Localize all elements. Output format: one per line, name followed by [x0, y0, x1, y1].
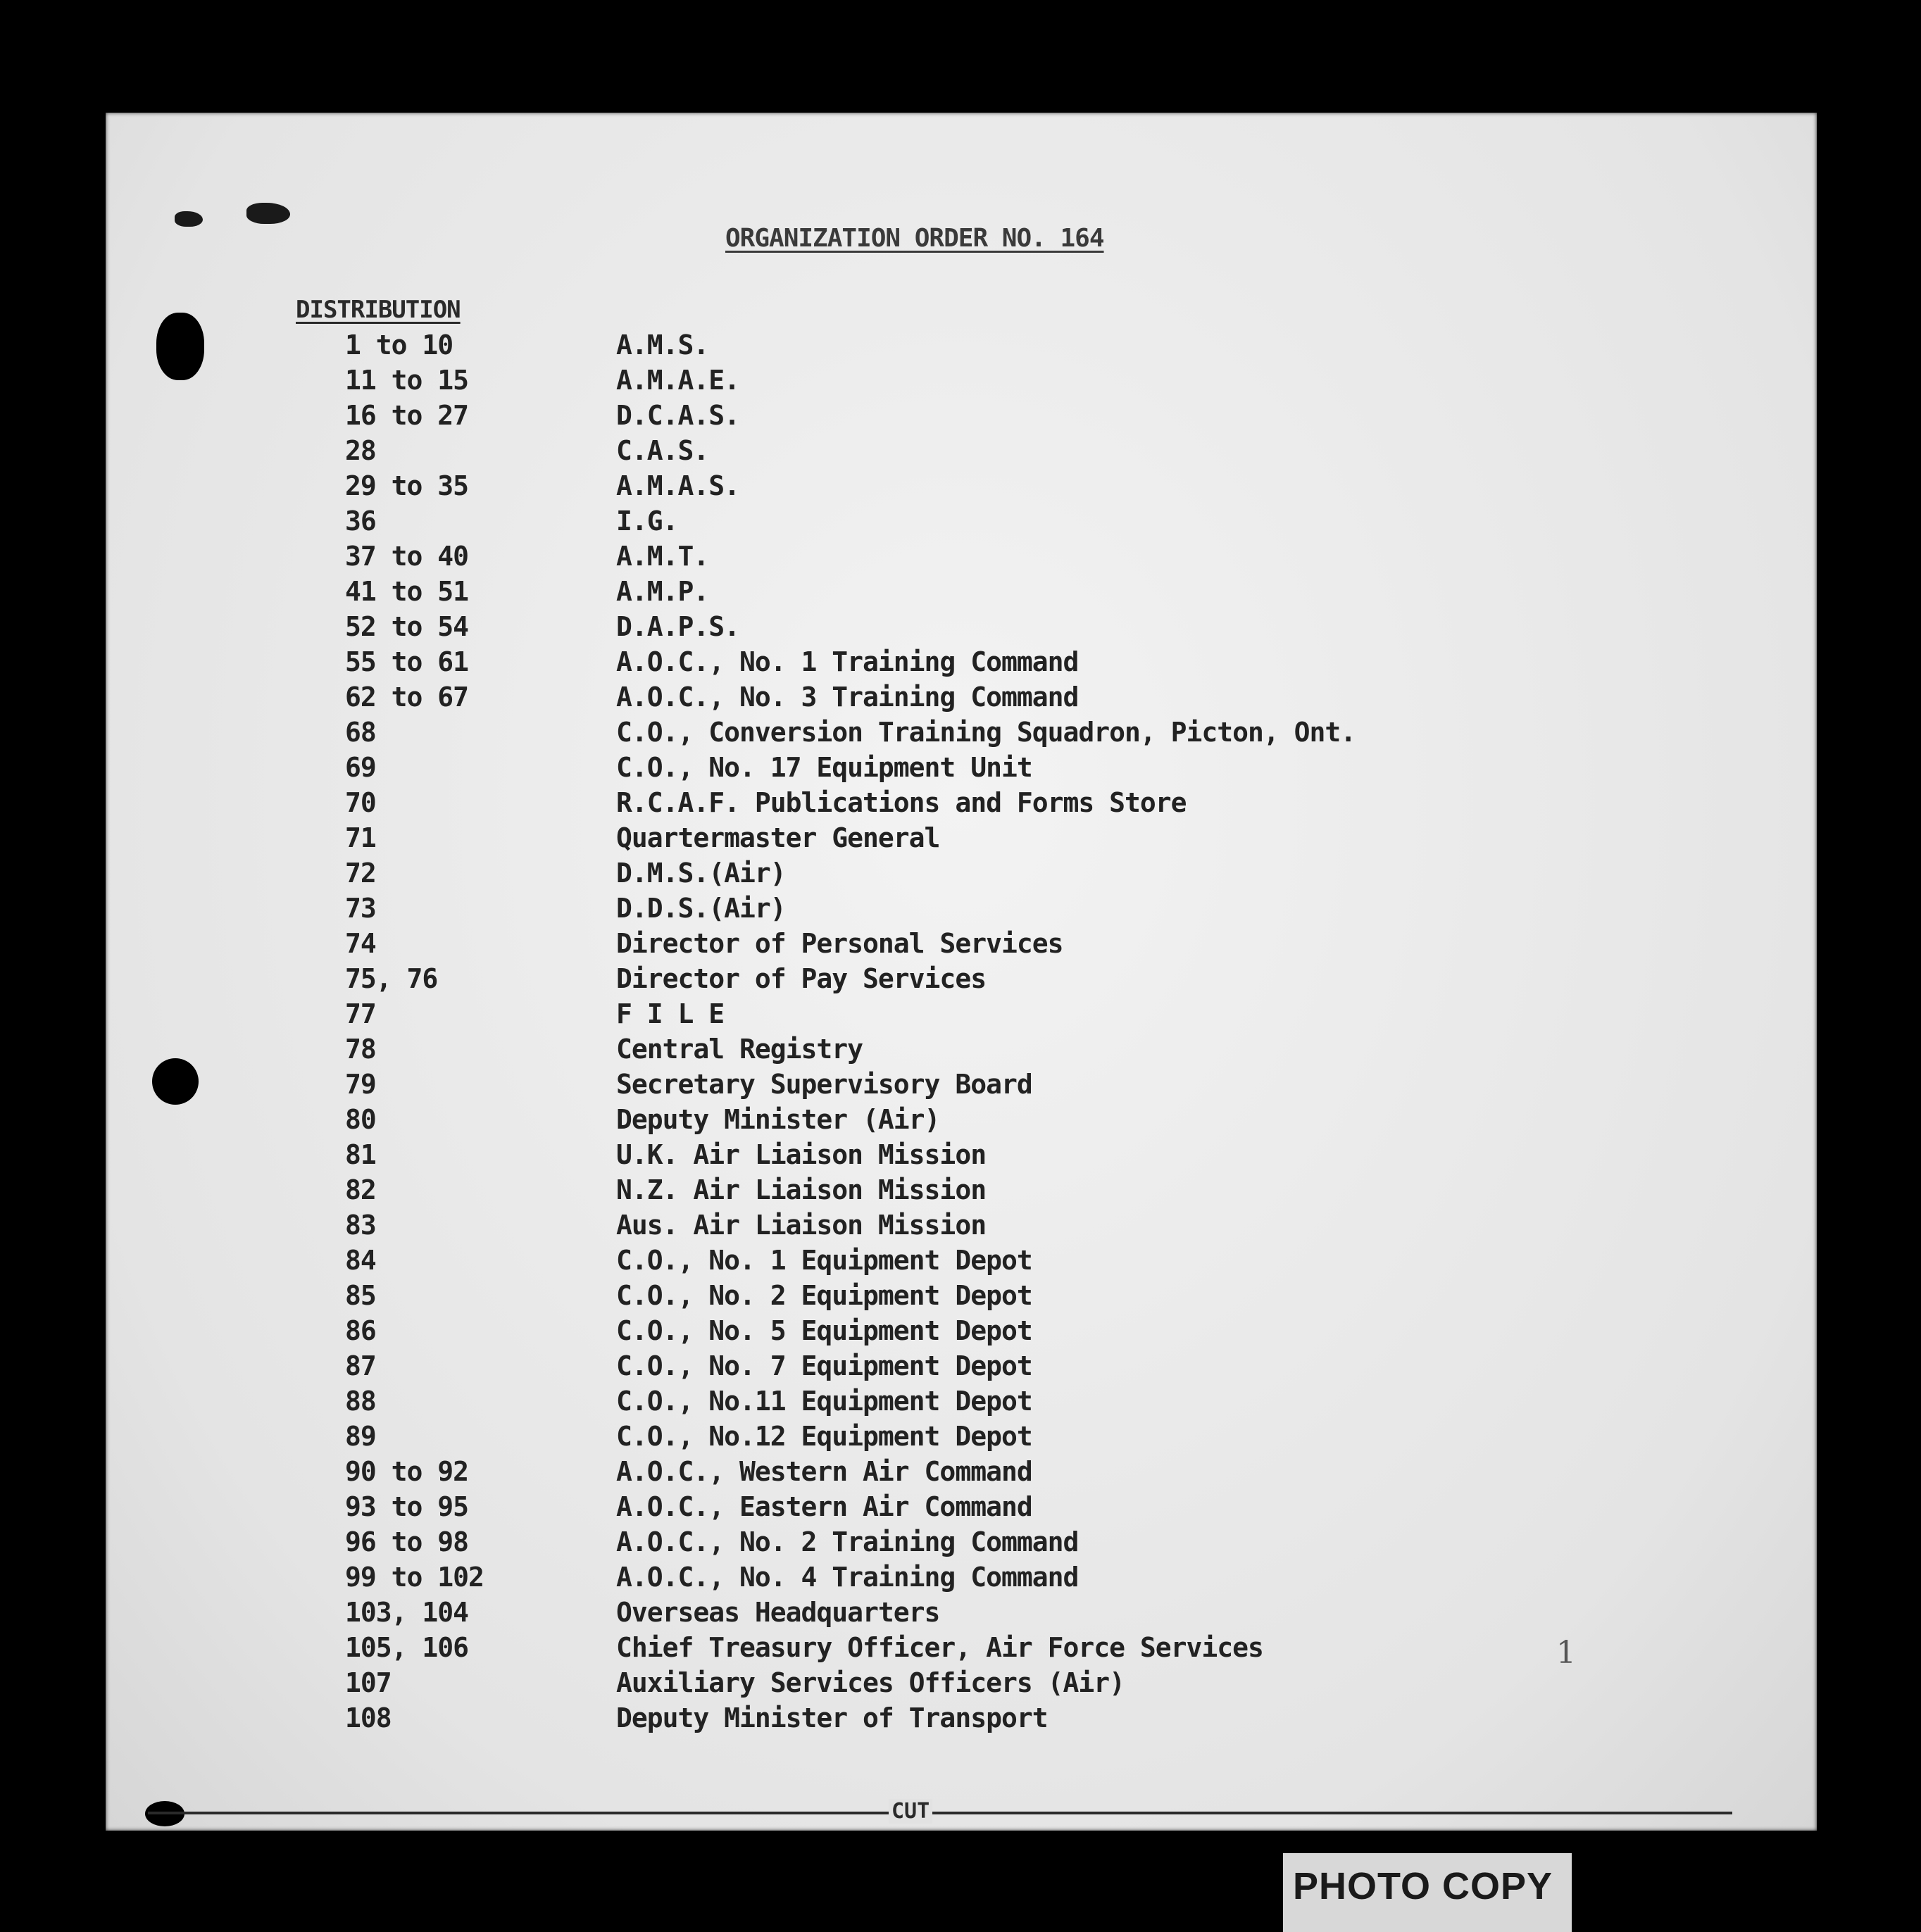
- recipient: Director of Pay Services: [616, 963, 987, 994]
- copy-numbers: 99 to 102: [345, 1562, 484, 1593]
- distribution-row: [0, 611, 1921, 646]
- ink-smudge: [246, 203, 290, 224]
- copy-numbers: 93 to 95: [345, 1491, 469, 1522]
- copy-numbers: 74: [345, 928, 376, 959]
- copy-numbers: 81: [345, 1139, 376, 1170]
- copy-numbers: 89: [345, 1421, 376, 1452]
- distribution-row: [0, 1350, 1921, 1386]
- distribution-row: [0, 506, 1921, 541]
- recipient: Chief Treasury Officer, Air Force Services: [616, 1632, 1263, 1663]
- recipient: Overseas Headquarters: [616, 1597, 940, 1628]
- copy-numbers: 86: [345, 1315, 376, 1346]
- copy-numbers: 73: [345, 893, 376, 924]
- distribution-heading: DISTRIBUTION: [296, 296, 461, 324]
- distribution-row: [0, 1456, 1921, 1491]
- distribution-row: [0, 1034, 1921, 1069]
- recipient: C.O., No. 17 Equipment Unit: [616, 752, 1032, 783]
- recipient: A.O.C., No. 2 Training Command: [616, 1526, 1079, 1557]
- recipient: A.M.T.: [616, 541, 709, 572]
- recipient: C.O., No. 5 Equipment Depot: [616, 1315, 1032, 1346]
- photo-copy-stamp-text: PHOTO COPY: [1293, 1865, 1553, 1907]
- copy-numbers: 28: [345, 435, 376, 466]
- recipient: Deputy Minister (Air): [616, 1104, 940, 1135]
- copy-numbers: 16 to 27: [345, 400, 469, 431]
- recipient: C.O., No.11 Equipment Depot: [616, 1386, 1032, 1417]
- distribution-row: [0, 541, 1921, 576]
- copy-numbers: 72: [345, 858, 376, 889]
- copy-numbers: 1 to 10: [345, 330, 453, 360]
- recipient: C.O., No.12 Equipment Depot: [616, 1421, 1032, 1452]
- recipient: Deputy Minister of Transport: [616, 1702, 1048, 1733]
- distribution-row: [0, 1491, 1921, 1526]
- recipient: A.O.C., Western Air Command: [616, 1456, 1032, 1487]
- copy-numbers: 71: [345, 822, 376, 853]
- recipient: C.O., No. 7 Equipment Depot: [616, 1350, 1032, 1381]
- cut-line: [148, 1812, 1732, 1814]
- recipient: R.C.A.F. Publications and Forms Store: [616, 787, 1187, 818]
- recipient: F I L E: [616, 998, 725, 1029]
- copy-numbers: 11 to 15: [345, 365, 469, 396]
- copy-numbers: 77: [345, 998, 376, 1029]
- distribution-row: [0, 400, 1921, 435]
- copy-numbers: 29 to 35: [345, 470, 469, 501]
- recipient: A.O.C., No. 4 Training Command: [616, 1562, 1079, 1593]
- recipient: I.G.: [616, 506, 678, 537]
- distribution-row: [0, 752, 1921, 787]
- recipient: Quartermaster General: [616, 822, 940, 853]
- copy-numbers: 107: [345, 1667, 392, 1698]
- copy-numbers: 79: [345, 1069, 376, 1100]
- recipient: Aus. Air Liaison Mission: [616, 1210, 987, 1241]
- copy-numbers: 80: [345, 1104, 376, 1135]
- recipient: A.M.S.: [616, 330, 709, 360]
- recipient: D.A.P.S.: [616, 611, 740, 642]
- distribution-row: [0, 1597, 1921, 1632]
- copy-numbers: 70: [345, 787, 376, 818]
- recipient: A.M.A.E.: [616, 365, 740, 396]
- distribution-row: [0, 1632, 1921, 1667]
- distribution-row: [0, 1069, 1921, 1104]
- copy-numbers: 88: [345, 1386, 376, 1417]
- recipient: D.M.S.(Air): [616, 858, 786, 889]
- recipient: A.O.C., No. 1 Training Command: [616, 646, 1079, 677]
- copy-numbers: 52 to 54: [345, 611, 469, 642]
- distribution-row: [0, 470, 1921, 506]
- page-number: 1: [1556, 1635, 1576, 1671]
- distribution-row: [0, 1315, 1921, 1350]
- copy-numbers: 36: [345, 506, 376, 537]
- copy-numbers: 96 to 98: [345, 1526, 469, 1557]
- distribution-row: [0, 787, 1921, 822]
- distribution-row: [0, 963, 1921, 998]
- recipient: C.O., Conversion Training Squadron, Picton, Ont.: [616, 717, 1356, 748]
- copy-numbers: 75, 76: [345, 963, 438, 994]
- copy-numbers: 69: [345, 752, 376, 783]
- distribution-row: [0, 1667, 1921, 1702]
- distribution-row: [0, 1421, 1921, 1456]
- distribution-row: [0, 858, 1921, 893]
- copy-numbers: 68: [345, 717, 376, 748]
- copy-numbers: 105, 106: [345, 1632, 469, 1663]
- ink-smudge: [175, 211, 203, 227]
- distribution-row: [0, 1386, 1921, 1421]
- copy-numbers: 55 to 61: [345, 646, 469, 677]
- recipient: A.M.A.S.: [616, 470, 740, 501]
- copy-numbers: 82: [345, 1174, 376, 1205]
- recipient: C.A.S.: [616, 435, 709, 466]
- copy-numbers: 103, 104: [345, 1597, 469, 1628]
- distribution-row: [0, 928, 1921, 963]
- copy-numbers: 85: [345, 1280, 376, 1311]
- document-title: ORGANIZATION ORDER NO. 164: [725, 224, 1104, 253]
- copy-numbers: 37 to 40: [345, 541, 469, 572]
- distribution-row: [0, 893, 1921, 928]
- recipient: D.D.S.(Air): [616, 893, 786, 924]
- distribution-row: [0, 1245, 1921, 1280]
- copy-numbers: 83: [345, 1210, 376, 1241]
- recipient: C.O., No. 1 Equipment Depot: [616, 1245, 1032, 1276]
- distribution-row: [0, 365, 1921, 400]
- distribution-row: [0, 1210, 1921, 1245]
- distribution-row: [0, 717, 1921, 752]
- recipient: U.K. Air Liaison Mission: [616, 1139, 987, 1170]
- distribution-row: [0, 1139, 1921, 1174]
- recipient: D.C.A.S.: [616, 400, 740, 431]
- copy-numbers: 108: [345, 1702, 392, 1733]
- copy-numbers: 41 to 51: [345, 576, 469, 607]
- cut-label: CUT: [889, 1799, 932, 1824]
- copy-numbers: 78: [345, 1034, 376, 1065]
- copy-numbers: 87: [345, 1350, 376, 1381]
- distribution-row: [0, 435, 1921, 470]
- recipient: A.O.C., Eastern Air Command: [616, 1491, 1032, 1522]
- copy-numbers: 90 to 92: [345, 1456, 469, 1487]
- copy-numbers: 62 to 67: [345, 682, 469, 713]
- recipient: A.M.P.: [616, 576, 709, 607]
- copy-numbers: 84: [345, 1245, 376, 1276]
- distribution-row: [0, 1526, 1921, 1562]
- recipient: Director of Personal Services: [616, 928, 1063, 959]
- distribution-row: [0, 1562, 1921, 1597]
- distribution-row: [0, 646, 1921, 682]
- distribution-row: [0, 1702, 1921, 1738]
- recipient: C.O., No. 2 Equipment Depot: [616, 1280, 1032, 1311]
- distribution-row: [0, 1174, 1921, 1210]
- recipient: Central Registry: [616, 1034, 863, 1065]
- distribution-row: [0, 1280, 1921, 1315]
- recipient: Auxiliary Services Officers (Air): [616, 1667, 1125, 1698]
- distribution-row: [0, 822, 1921, 858]
- distribution-row: [0, 1104, 1921, 1139]
- recipient: A.O.C., No. 3 Training Command: [616, 682, 1079, 713]
- distribution-list: [0, 330, 1921, 1738]
- distribution-row: [0, 330, 1921, 365]
- distribution-row: [0, 998, 1921, 1034]
- distribution-row: [0, 682, 1921, 717]
- distribution-row: [0, 576, 1921, 611]
- recipient: Secretary Supervisory Board: [616, 1069, 1032, 1100]
- recipient: N.Z. Air Liaison Mission: [616, 1174, 987, 1205]
